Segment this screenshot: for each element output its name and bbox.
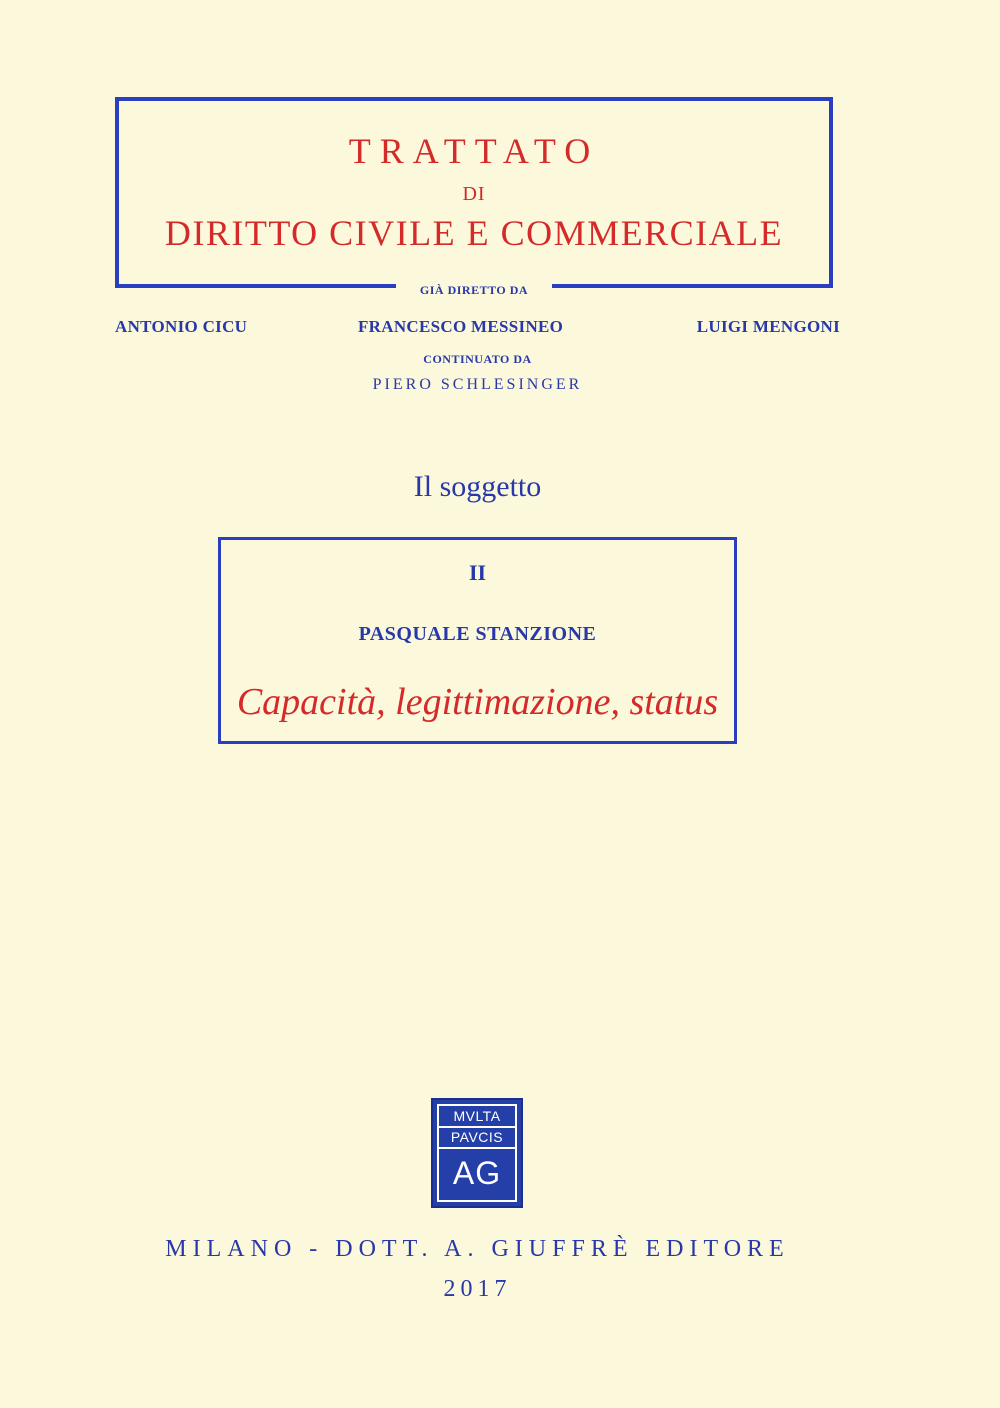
- series-title-di: DI: [462, 183, 486, 205]
- publisher-line: MILANO - DOTT. A. GIUFFRÈ EDITORE: [165, 1236, 790, 1262]
- volume-title: Capacità, legittimazione, status: [236, 681, 719, 723]
- logo-text-ag: AG: [452, 1155, 502, 1191]
- logo-frame: [437, 1104, 517, 1202]
- director-name: FRANCESCO MESSINEO: [358, 317, 564, 336]
- logo-text-paucis: PAVCIS: [450, 1129, 504, 1145]
- series-title: TRATTATO: [348, 131, 600, 171]
- director-name: LUIGI MENGONI: [696, 317, 840, 336]
- logo-divider: [439, 1147, 515, 1149]
- publication-year: 2017: [443, 1276, 512, 1302]
- continuer-name: PIERO SCHLESINGER: [372, 376, 583, 393]
- already-directed-label: GIÀ DIRETTO DA: [396, 280, 552, 300]
- section-title: Il soggetto: [413, 470, 542, 503]
- series-subtitle: DIRITTO CIVILE E COMMERCIALE: [164, 213, 784, 253]
- logo-divider: [439, 1126, 515, 1128]
- continued-by-label: CONTINUATO DA: [423, 352, 532, 366]
- director-name: ANTONIO CICU: [115, 317, 248, 336]
- volume-number: II: [468, 560, 487, 585]
- publisher-logo: [431, 1098, 523, 1208]
- logo-text-multa: MVLTA: [453, 1108, 501, 1124]
- volume-author: PASQUALE STANZIONE: [358, 623, 597, 645]
